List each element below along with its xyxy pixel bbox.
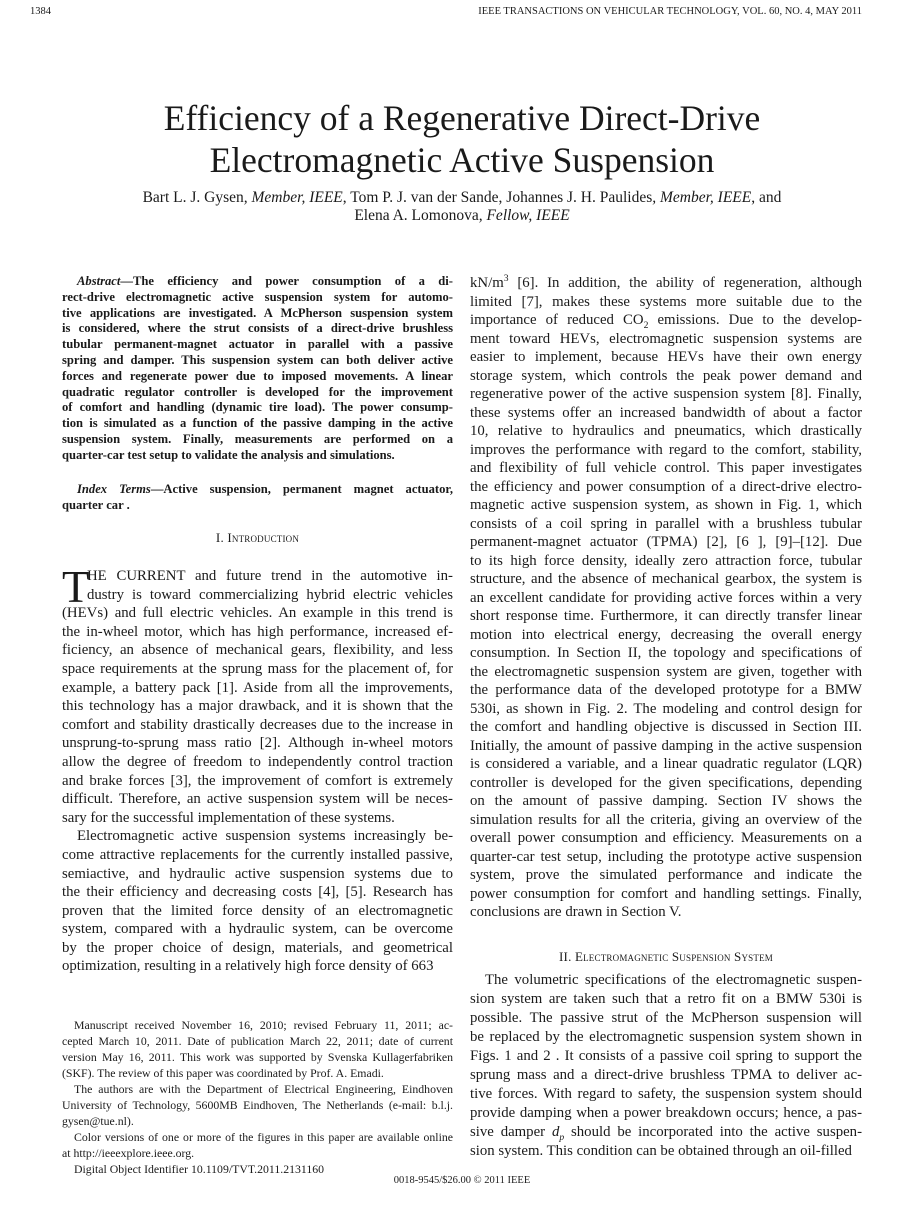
- text-line: and brake forces [3], the improvement of comfort is extremely: [62, 772, 453, 789]
- text-segment: , Tom P. J. van der Sande, Johannes J. H. Paulides: [342, 189, 653, 206]
- text-line: the their efficiency and decreasing costs [4], [5]. Research has: [62, 884, 453, 901]
- text-line: the electromagnetic suspension system are given, together with: [470, 663, 862, 680]
- text-line: by the proper choice of design, materials, and geometrical: [62, 939, 453, 956]
- text-line: overall power consumption and efficiency. Measurements on a: [470, 830, 862, 846]
- text-line: Color versions of one or more of the figures in this paper are available online: [74, 1130, 453, 1144]
- text-line: [62, 274, 453, 290]
- text-line: space requirements at the sprung mass for the placement of, for: [62, 660, 453, 677]
- text-segment: should be incorporated into the active suspen-: [564, 1124, 862, 1140]
- text-line: structure, and the absence of mechanical gearbox, the system is: [470, 571, 862, 587]
- text-line: limited [7], makes these systems more suitable due to the: [470, 293, 862, 310]
- paragraph: [62, 562, 453, 827]
- text-line: example, a battery pack [1]. Aside from all the improvements,: [62, 679, 453, 696]
- text-segment: —Active suspension, permanent magnet actuator,: [150, 482, 453, 496]
- text-line: possible. The passive strut of the McPherson suspension will: [470, 1010, 862, 1026]
- text-line: quarter-car test setup, including the prototype active suspension: [470, 848, 862, 865]
- text-line: [470, 1123, 862, 1142]
- author-line: [0, 189, 924, 207]
- index-terms: [62, 482, 453, 514]
- text-line: spring and damper. This suspension system can both deliver active: [62, 352, 453, 367]
- text-line: Electromagnetic active suspension systems increasingly be-: [77, 828, 453, 845]
- text-line: 10, relative to hydraulics and pneumatics, which drastically: [470, 423, 862, 439]
- text-line: conclusions are drawn in Section V.: [470, 904, 682, 920]
- text-line: this technology has a major drawback, and it is shown that the: [62, 698, 453, 715]
- author-line: [0, 207, 924, 225]
- text-line: ficiency, an absence of mechanical gears, flexibility, and less: [62, 642, 453, 659]
- text-line: Figs. 1 and 2 . It consists of a passive coil spring to support the: [470, 1048, 862, 1064]
- section2-body: [470, 971, 862, 1161]
- text-line: sary for the successful implementation of these systems.: [62, 809, 395, 826]
- text-segment: kN/m: [470, 275, 504, 291]
- footnote: [62, 1017, 453, 1177]
- text-line: controller is developed for the given specifications, depending: [470, 774, 862, 791]
- text-line: gysen@tue.nl).: [62, 1114, 134, 1128]
- paper-title: [0, 97, 924, 181]
- text-line: [470, 274, 862, 293]
- text-segment: , Fellow, IEEE: [478, 206, 570, 224]
- text-line: quarter car .: [62, 497, 130, 512]
- text-line: easier to implement, because HEVs have their own energy: [470, 349, 862, 365]
- text-segment: p: [559, 1131, 565, 1143]
- section-heading-introduction: I. Introduction: [215, 530, 300, 545]
- text-line: The authors are with the Department of Electrical Engineering, Eindhoven: [74, 1082, 453, 1096]
- text-line: magnetic active suspension system, as shown in Fig. 1, which: [470, 497, 862, 513]
- text-line: Digital Object Identifier 10.1109/TVT.2011.2131160: [74, 1162, 325, 1176]
- text-segment: importance of reduced CO: [470, 312, 644, 328]
- text-line: permanent-magnet actuator (TPMA) [2], [6 ], [9]–[12]. Due: [470, 534, 862, 550]
- text-line: sion system are taken such that a retro fit on a BMW 530i is: [470, 991, 862, 1007]
- text-segment: sive damper: [470, 1124, 552, 1140]
- text-line: these systems offer an increased bandwidth of about a factor: [470, 404, 862, 421]
- text-line: the performance data of the developed prototype for a BMW: [470, 682, 862, 698]
- text-line: cepted March 10, 2011. Date of publication March 22, 2011; date of current: [62, 1034, 453, 1048]
- text-segment: —The efficiency and power consumption of a di-: [120, 274, 453, 288]
- introduction-body: [62, 562, 453, 976]
- text-line: difficult. Therefore, an active suspension system will be neces-: [62, 791, 453, 808]
- text-line: Manuscript received November 16, 2010; revised February 11, 2011; ac-: [74, 1018, 453, 1032]
- text-segment: Bart L. J. Gysen: [142, 189, 244, 206]
- running-header: IEEE TRANSACTIONS ON VEHICULAR TECHNOLOGY, VOL. 60, NO. 4, MAY 2011: [478, 6, 862, 17]
- text-segment: Elena A. Lomonova: [354, 206, 479, 224]
- title-line: Electromagnetic Active Suspension: [209, 140, 715, 180]
- text-line: optimization, resulting in a relatively high force density of 663: [62, 958, 434, 975]
- text-segment: , and: [751, 189, 782, 206]
- text-segment: 2: [643, 319, 649, 331]
- text-segment: Abstract: [77, 274, 121, 288]
- footnote-paragraph: [62, 1129, 453, 1161]
- text-line: system, prove the simulated performance and indicate the: [470, 867, 862, 883]
- text-line: to its high force density, ideally zero attraction force, tubular: [470, 552, 862, 569]
- text-line: the in-wheel motor, which has high performance, increased ef-: [62, 623, 453, 640]
- drop-cap: T: [62, 562, 90, 612]
- text-line: tion is simulated as a function of the passive damping in the active: [62, 416, 453, 431]
- text-line: and flexibility of full vehicle control. This paper investigates: [470, 460, 862, 476]
- author-list: [0, 189, 924, 224]
- text-line: 530i, as shown in Fig. 2. The modeling and control design for: [470, 700, 862, 717]
- title-line: Efficiency of a Regenerative Direct-Drive: [163, 98, 761, 138]
- text-line: comfort and stability drastically decreases due to the increase in: [62, 716, 453, 733]
- text-line: The volumetric specifications of the electromagnetic suspen-: [485, 972, 862, 988]
- text-line: forces and regenerate power due to imposed movements. A linear: [62, 368, 453, 383]
- text-line: consists of a coil spring in parallel with a brushless tubular: [470, 515, 862, 532]
- paragraph: [62, 827, 453, 976]
- text-line: semiactive, and hydraulic active suspension systems due to: [62, 865, 453, 882]
- text-line: is considered a variable, and a linear quadratic regulator (LQR): [470, 756, 862, 772]
- text-line: power consumption for comfort and handling settings. Finally,: [470, 885, 862, 902]
- text-segment: , Member, IEEE: [243, 189, 343, 206]
- text-line: consumption. In Section II, the topology and specifications of: [470, 645, 862, 661]
- text-line: unsprung-to-sprung mass ratio [2]. Although in-wheel motors: [62, 735, 453, 752]
- text-line: tive applications are investigated. A McPherson suspension system: [62, 305, 453, 320]
- text-line: regenerative power of the active suspension system [8]. Finally,: [470, 386, 862, 402]
- text-segment: emissions. Due to the develop-: [648, 312, 862, 328]
- text-line: quadratic regulator controller is developed for the improvement: [62, 384, 453, 399]
- text-line: University of Technology, 5600MB Eindhoven, The Netherlands (e-mail: b.l.j.: [62, 1098, 453, 1112]
- text-line: short response time. Furthermore, it can directly transfer linear: [470, 608, 862, 624]
- text-line: suspension system. Finally, measurements are performed on a: [62, 431, 453, 446]
- text-line: (SKF). The review of this paper was coordinated by Prof. A. Emadi.: [62, 1066, 384, 1080]
- text-line: be replaced by the electromagnetic suspension system shown in: [470, 1029, 862, 1045]
- text-line: (HEVs) and full electric vehicles. An example in this trend is: [62, 605, 453, 622]
- right-column-body: [470, 274, 862, 922]
- text-line: quarter-car test setup to validate the analysis and simulations.: [62, 447, 395, 462]
- text-line: tive forces. With regard to safety, the suspension system should: [470, 1086, 862, 1102]
- text-line: sprung mass and a direct-drive brushless TPMA to deliver ac-: [470, 1067, 862, 1083]
- text-line: system, compared with a hydraulic system, can be overcome: [62, 921, 453, 938]
- text-line: tubular permanent-magnet actuator in parallel with a passive: [62, 337, 453, 352]
- text-segment: [6]. In addition, the ability of regeneration, although: [508, 275, 862, 291]
- text-line: [470, 311, 862, 330]
- text-line: come attractive replacements for the currently installed passive,: [62, 846, 453, 863]
- text-segment: Index Terms: [77, 482, 151, 496]
- copyright-footer: 0018-9545/$26.00 © 2011 IEEE: [393, 1175, 531, 1186]
- text-line: of comfort and handling (dynamic tire load). The power consump-: [62, 400, 453, 415]
- page-number: 1384: [30, 6, 51, 17]
- text-line: dustry is toward commercializing hybrid electric vehicles: [87, 586, 453, 603]
- text-line: HE CURRENT and future trend in the automotive in-: [87, 568, 453, 584]
- text-line: ment toward HEVs, electromagnetic suspension systems are: [470, 330, 862, 347]
- text-line: proven that the limited force density of an electromagnetic: [62, 902, 453, 919]
- footnote-paragraph: [62, 1081, 453, 1129]
- text-line: [62, 482, 453, 498]
- text-line: an excellent candidate for providing active forces within a very: [470, 589, 862, 606]
- text-line: allow the degree of freedom to independently control traction: [62, 753, 453, 770]
- text-segment: , Member, IEEE: [652, 189, 752, 206]
- text-segment: 3: [503, 273, 509, 285]
- text-line: the efficiency and power consumption of a direct-drive electro-: [470, 478, 862, 495]
- text-line: version May 16, 2011. This work was supported by Svenska Kullagerfabriken: [62, 1050, 453, 1064]
- text-line: at http://ieeexplore.ieee.org.: [62, 1146, 195, 1160]
- abstract: [62, 274, 453, 464]
- text-line: improves the performance with regard to the comfort, stability,: [470, 441, 862, 458]
- text-line: the comfort and handling objective is discussed in Section III.: [470, 719, 862, 735]
- section-heading-electromagnetic-suspension: II. Electromagnetic Suspension System: [559, 949, 773, 964]
- text-line: is considered, where the strut consists of a direct-drive brushless: [62, 321, 453, 336]
- text-segment: d: [551, 1124, 560, 1140]
- text-line: motion into electrical energy, decreasing the overall energy: [470, 626, 862, 643]
- text-line: sion system. This condition can be obtained through an oil-filled: [470, 1143, 852, 1159]
- text-line: storage system, which controls the peak power demand and: [470, 367, 862, 384]
- text-line: Initially, the amount of passive damping in the active suspension: [470, 737, 862, 754]
- text-line: on the amount of passive damping. Section IV shows the: [470, 793, 862, 809]
- text-line: provide damping when a power breakdown occurs; hence, a pas-: [470, 1105, 862, 1121]
- footnote-paragraph: [62, 1017, 453, 1081]
- text-line: rect-drive electromagnetic active suspension system for automo-: [62, 289, 453, 304]
- text-line: simulation results for all the criteria, giving an overview of the: [470, 811, 862, 828]
